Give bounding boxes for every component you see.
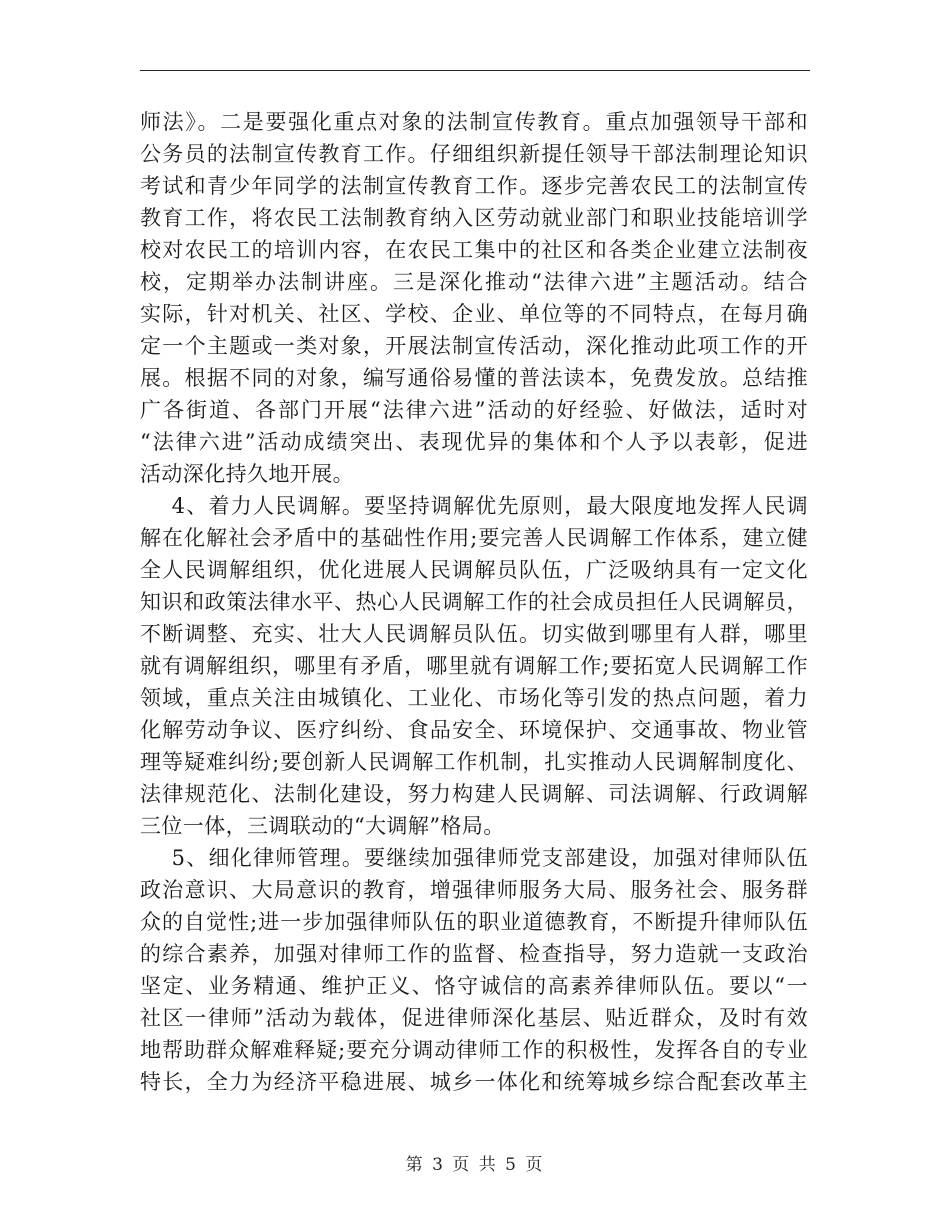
text-line: 实际，针对机关、社区、学校、企业、单位等的不同特点，在每月确 <box>140 302 808 326</box>
text-line: 考试和青少年同学的法制宣传教育工作。逐步完善农民工的法制宣传 <box>140 174 808 198</box>
text-line: 坚定、业务精通、维护正义、恪守诚信的高素养律师队伍。要以“一 <box>140 974 808 998</box>
text-line: 的综合素养，加强对律师工作的监督、检查指导，努力造就一支政治 <box>140 942 808 966</box>
text-line: 5、细化律师管理。要继续加强律师党支部建设，加强对律师队伍 <box>140 846 808 870</box>
text-line: 广各街道、各部门开展“法律六进”活动的好经验、好做法，适时对 <box>140 398 808 422</box>
text-line: 解在化解社会矛盾中的基础性作用;要完善人民调解工作体系，建立健 <box>140 526 808 550</box>
text-line: 教育工作，将农民工法制教育纳入区劳动就业部门和职业技能培训学 <box>140 206 808 230</box>
text-line: 活动深化持久地开展。 <box>140 462 354 486</box>
text-line: 展。根据不同的对象，编写通俗易懂的普法读本，免费发放。总结推 <box>140 366 808 390</box>
text-line: 师法》。二是要强化重点对象的法制宣传教育。重点加强领导干部和 <box>140 110 808 134</box>
text-line: 校对农民工的培训内容，在农民工集中的社区和各类企业建立法制夜 <box>140 238 808 262</box>
header-rule <box>140 70 810 71</box>
text-line: 三位一体，三调联动的“大调解”格局。 <box>140 814 505 838</box>
page-footer: 第 3 页 共 5 页 <box>405 1155 545 1175</box>
text-line: 特长，全力为经济平稳进展、城乡一体化和统筹城乡综合配套改革主 <box>140 1070 808 1094</box>
body-text <box>140 106 808 1098</box>
text-line: 众的自觉性;进一步加强律师队伍的职业道德教育，不断提升律师队伍 <box>140 910 808 934</box>
text-line: 校，定期举办法制讲座。三是深化推动“法律六进”主题活动。结合 <box>140 270 808 294</box>
text-line: 全人民调解组织，优化进展人民调解员队伍，广泛吸纳具有一定文化 <box>140 558 808 582</box>
text-line: 公务员的法制宣传教育工作。仔细组织新提任领导干部法制理论知识 <box>140 142 808 166</box>
text-line: 社区一律师”活动为载体，促进律师深化基层、贴近群众，及时有效 <box>140 1006 808 1030</box>
text-line: 地帮助群众解难释疑;要充分调动律师工作的积极性，发挥各自的专业 <box>140 1038 808 1062</box>
text-line: “法律六进”活动成绩突出、表现优异的集体和个人予以表彰，促进 <box>140 430 808 454</box>
text-line: 就有调解组织，哪里有矛盾，哪里就有调解工作;要拓宽人民调解工作 <box>140 654 808 678</box>
text-line: 法律规范化、法制化建设，努力构建人民调解、司法调解、行政调解 <box>140 782 808 806</box>
text-line: 知识和政策法律水平、热心人民调解工作的社会成员担任人民调解员， <box>140 590 808 614</box>
text-line: 领域，重点关注由城镇化、工业化、市场化等引发的热点问题，着力 <box>140 686 808 710</box>
text-line: 政治意识、大局意识的教育，增强律师服务大局、服务社会、服务群 <box>140 878 808 902</box>
text-line: 理等疑难纠纷;要创新人民调解工作机制，扎实推动人民调解制度化、 <box>140 750 808 774</box>
text-line: 不断调整、充实、壮大人民调解员队伍。切实做到哪里有人群，哪里 <box>140 622 808 646</box>
text-line: 定一个主题或一类对象，开展法制宣传活动，深化推动此项工作的开 <box>140 334 808 358</box>
text-line: 4、着力人民调解。要坚持调解优先原则，最大限度地发挥人民调 <box>140 494 808 518</box>
text-line: 化解劳动争议、医疗纠纷、食品安全、环境保护、交通事故、物业管 <box>140 718 808 742</box>
